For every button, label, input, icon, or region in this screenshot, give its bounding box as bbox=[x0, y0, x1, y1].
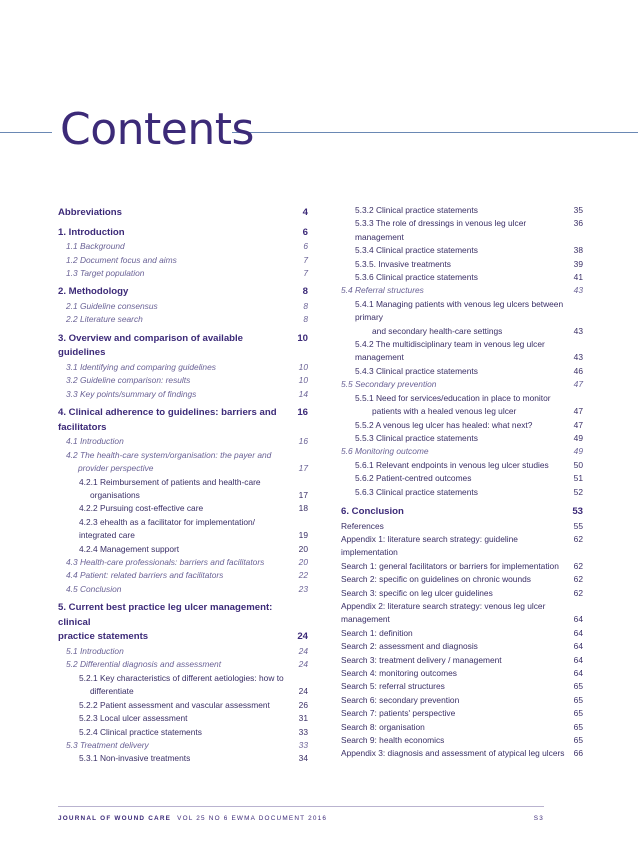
toc-entry-page: 22 bbox=[298, 570, 308, 581]
toc-entry-label: 1.3 Target population bbox=[66, 268, 145, 278]
toc-entry bbox=[341, 627, 583, 640]
toc-entry bbox=[341, 560, 583, 573]
toc-entry-page: 41 bbox=[573, 272, 583, 283]
toc-entry-label: 5.3.2 Clinical practice statements bbox=[355, 205, 478, 215]
title-rule-left bbox=[0, 132, 52, 133]
toc-entry bbox=[341, 694, 583, 707]
toc-entry-page: 10 bbox=[297, 332, 308, 344]
contents-column-right bbox=[341, 204, 583, 761]
toc-entry-page: 65 bbox=[573, 721, 583, 732]
toc-entry-label: 5.6 Monitoring outcome bbox=[341, 446, 429, 457]
toc-entry-label: management bbox=[341, 614, 390, 625]
toc-entry bbox=[58, 285, 308, 300]
page-title: Contents bbox=[60, 104, 254, 155]
toc-entry-page: 19 bbox=[298, 530, 308, 541]
toc-entry bbox=[341, 445, 583, 458]
toc-entry bbox=[58, 556, 308, 569]
toc-entry-label: 5.5.1 Need for services/education in place to monitor bbox=[355, 392, 551, 403]
toc-entry bbox=[341, 667, 583, 680]
toc-entry-page: 23 bbox=[298, 583, 308, 594]
toc-entry-label: 5.2.4 Clinical practice statements bbox=[79, 726, 202, 737]
toc-entry-page: 8 bbox=[303, 301, 308, 311]
toc-entry-label: 4.5 Conclusion bbox=[66, 583, 122, 594]
toc-entry-label: organisations bbox=[90, 490, 140, 501]
toc-entry bbox=[341, 587, 583, 600]
toc-entry bbox=[341, 486, 583, 499]
toc-entry-page: 65 bbox=[573, 694, 583, 705]
toc-entry bbox=[58, 300, 308, 313]
toc-entry-label: Search 8: organisation bbox=[341, 721, 425, 732]
toc-entry-page: 8 bbox=[303, 314, 308, 325]
toc-entry-page: 43 bbox=[573, 352, 583, 363]
toc-entry-page: 16 bbox=[298, 436, 308, 447]
toc-entry-page: 7 bbox=[303, 268, 308, 278]
toc-entry-label: 5.3.4 Clinical practice statements bbox=[355, 245, 478, 256]
toc-entry bbox=[58, 388, 308, 401]
toc-entry bbox=[58, 739, 308, 752]
toc-entry bbox=[58, 254, 308, 267]
toc-entry-page: 65 bbox=[573, 681, 583, 692]
toc-entry bbox=[58, 240, 308, 253]
toc-entry-page: 24 bbox=[298, 659, 308, 670]
toc-entry-page: 64 bbox=[573, 668, 583, 678]
toc-entry bbox=[341, 520, 583, 533]
toc-entry-label: integrated care bbox=[79, 530, 135, 541]
toc-entry-label: patients with a healed venous leg ulcer bbox=[372, 406, 517, 417]
toc-entry-label: 5.2 Differential diagnosis and assessment bbox=[66, 659, 222, 670]
toc-entry-page: 33 bbox=[298, 726, 308, 737]
toc-entry-page: 39 bbox=[573, 258, 583, 269]
toc-entry-label: 2. Methodology bbox=[58, 286, 129, 298]
toc-entry-label: 5.5.3 Clinical practice statements bbox=[355, 432, 478, 443]
toc-entry-label: Appendix 2: literature search strategy: venous leg ulcer bbox=[341, 600, 546, 611]
toc-entry-page: 64 bbox=[573, 641, 583, 652]
toc-entry bbox=[58, 516, 308, 529]
toc-entry-page: 49 bbox=[573, 432, 583, 443]
toc-entry bbox=[58, 361, 308, 374]
toc-entry-page: 10 bbox=[298, 375, 308, 386]
toc-entry-page: 62 bbox=[573, 587, 583, 598]
toc-entry-label: 5.3.6 Clinical practice statements bbox=[355, 272, 478, 283]
toc-entry-page: 7 bbox=[303, 254, 308, 265]
toc-entry bbox=[58, 672, 308, 685]
toc-entry-page: 47 bbox=[573, 406, 583, 417]
toc-entry bbox=[58, 645, 308, 658]
toc-entry-label: 4.2 The health-care system/organisation: the payer and bbox=[66, 449, 272, 460]
toc-entry bbox=[58, 658, 308, 671]
toc-entry bbox=[341, 573, 583, 586]
toc-entry bbox=[58, 406, 308, 435]
toc-entry-label: 2.1 Guideline consensus bbox=[66, 301, 158, 311]
toc-entry-page: 6 bbox=[302, 226, 308, 238]
toc-entry-label: References bbox=[341, 520, 384, 531]
toc-entry bbox=[341, 734, 583, 747]
toc-entry bbox=[341, 338, 583, 351]
toc-entry-label: and secondary health-care settings bbox=[372, 325, 503, 336]
toc-entry bbox=[341, 298, 583, 325]
toc-entry-page: 20 bbox=[298, 543, 308, 554]
toc-entry-page: 51 bbox=[573, 473, 583, 484]
toc-entry-label: 4.2.2 Pursuing cost-effective care bbox=[79, 503, 204, 514]
toc-entry-label: 5.6.1 Relevant endpoints in venous leg ulcer studies bbox=[355, 459, 549, 470]
toc-entry bbox=[58, 543, 308, 556]
toc-entry-page: 64 bbox=[573, 627, 583, 638]
toc-entry-label: 5.5.2 A venous leg ulcer has healed: what next? bbox=[355, 419, 533, 430]
toc-entry-label: 4.1 Introduction bbox=[66, 436, 124, 447]
toc-entry bbox=[58, 462, 308, 475]
toc-entry bbox=[58, 374, 308, 387]
toc-entry-page: 36 bbox=[573, 218, 583, 229]
toc-entry-page: 47 bbox=[573, 419, 583, 430]
toc-entry-page: 50 bbox=[573, 459, 583, 470]
toc-entry-label: 1.2 Document focus and aims bbox=[66, 254, 177, 265]
toc-entry bbox=[341, 365, 583, 378]
toc-entry-label: differentiate bbox=[90, 686, 134, 697]
toc-entry-page: 43 bbox=[573, 285, 583, 296]
toc-entry bbox=[58, 332, 308, 361]
toc-entry bbox=[58, 476, 308, 489]
toc-entry-label: Search 4: monitoring outcomes bbox=[341, 668, 457, 678]
toc-entry bbox=[58, 449, 308, 462]
toc-entry-label: 5. Current best practice leg ulcer management: clinical bbox=[58, 602, 273, 628]
toc-entry-label: 5.3.5. Invasive treatments bbox=[355, 258, 451, 269]
toc-entry-label: 2.2 Literature search bbox=[66, 314, 143, 325]
toc-entry-label: practice statements bbox=[58, 631, 149, 643]
toc-entry bbox=[58, 601, 308, 630]
toc-entry bbox=[341, 217, 583, 244]
toc-entry-label: 5.6.2 Patient-centred outcomes bbox=[355, 473, 472, 484]
page-number: S3 bbox=[533, 815, 544, 822]
toc-entry-page: 62 bbox=[573, 574, 583, 585]
toc-entry-label: Search 2: specific on guidelines on chronic wounds bbox=[341, 574, 531, 585]
toc-entry-page: 17 bbox=[298, 490, 308, 501]
toc-entry bbox=[341, 721, 583, 734]
toc-entry-page: 35 bbox=[573, 205, 583, 215]
toc-entry-label: 3. Overview and comparison of available guidelines bbox=[58, 332, 244, 359]
toc-entry-page: 33 bbox=[298, 739, 308, 750]
toc-entry bbox=[58, 502, 308, 515]
toc-entry-label: 3.1 Identifying and comparing guidelines bbox=[66, 362, 216, 372]
toc-entry-page: 24 bbox=[298, 686, 308, 697]
toc-entry-page: 17 bbox=[298, 463, 308, 474]
toc-entry-label: provider perspective bbox=[78, 463, 154, 474]
toc-entry-page: 18 bbox=[298, 503, 308, 514]
toc-entry-page: 64 bbox=[573, 654, 583, 665]
toc-entry-page: 65 bbox=[573, 708, 583, 719]
footer-rule bbox=[58, 806, 544, 807]
toc-entry-label: 3.2 Guideline comparison: results bbox=[66, 375, 191, 386]
toc-entry-label: Appendix 3: diagnosis and assessment of atypical leg ulcers bbox=[341, 748, 565, 759]
toc-entry bbox=[341, 258, 583, 271]
toc-entry bbox=[341, 600, 583, 613]
toc-entry-page: 24 bbox=[298, 646, 308, 657]
toc-entry-page: 24 bbox=[297, 631, 308, 643]
toc-entry-label: 4.2.4 Management support bbox=[79, 543, 180, 554]
toc-entry-page: 55 bbox=[573, 520, 583, 531]
toc-entry-page: 31 bbox=[298, 713, 308, 724]
toc-entry-label: Search 6: secondary prevention bbox=[341, 694, 460, 705]
toc-entry bbox=[341, 325, 583, 338]
toc-entry-label: Search 3: specific on leg ulcer guidelines bbox=[341, 587, 493, 598]
toc-entry-page: 8 bbox=[302, 286, 308, 298]
toc-entry bbox=[341, 654, 583, 667]
toc-entry bbox=[341, 419, 583, 432]
toc-entry-page: 6 bbox=[303, 241, 308, 252]
toc-entry-page: 62 bbox=[573, 560, 583, 571]
toc-entry bbox=[341, 432, 583, 445]
journal-name: JOURNAL OF WOUND CARE bbox=[58, 815, 172, 822]
toc-entry bbox=[341, 204, 583, 217]
page-footer bbox=[58, 815, 544, 822]
toc-entry-page: 14 bbox=[298, 388, 308, 399]
toc-entry bbox=[58, 267, 308, 280]
contents-column-left bbox=[58, 200, 308, 766]
toc-entry-label: 4.2.1 Reimbursement of patients and health-care bbox=[79, 476, 261, 487]
toc-entry bbox=[58, 583, 308, 596]
toc-entry bbox=[58, 569, 308, 582]
toc-entry-label: 5.4.2 The multidisciplinary team in venous leg ulcer bbox=[355, 339, 545, 350]
toc-entry-label: Search 3: treatment delivery / management bbox=[341, 654, 502, 665]
toc-entry bbox=[58, 685, 308, 698]
toc-entry-page: 10 bbox=[298, 362, 308, 372]
toc-entry bbox=[341, 640, 583, 653]
toc-entry-page: 16 bbox=[297, 407, 308, 419]
toc-entry-label: Abbreviations bbox=[58, 207, 122, 218]
toc-entry bbox=[341, 271, 583, 284]
toc-entry-page: 4 bbox=[302, 207, 308, 218]
toc-entry-page: 64 bbox=[573, 614, 583, 625]
toc-entry bbox=[341, 244, 583, 257]
toc-entry-label: Search 9: health economics bbox=[341, 735, 445, 746]
toc-entry bbox=[58, 699, 308, 712]
toc-entry-label: 5.3.3 The role of dressings in venous leg ulcer management bbox=[355, 218, 527, 242]
toc-entry-page: 52 bbox=[573, 486, 583, 497]
toc-entry-label: 5.5 Secondary prevention bbox=[341, 379, 437, 390]
toc-entry bbox=[58, 726, 308, 739]
toc-entry bbox=[58, 313, 308, 326]
toc-entry-label: 5.6.3 Clinical practice statements bbox=[355, 486, 478, 497]
toc-entry-page: 65 bbox=[573, 735, 583, 746]
toc-entry-label: 5.2.1 Key characteristics of different aetiologies: how to bbox=[79, 672, 284, 683]
toc-entry-label: 5.1 Introduction bbox=[66, 646, 124, 657]
toc-entry bbox=[58, 226, 308, 241]
footer-citation bbox=[58, 815, 327, 822]
toc-entry-label: Appendix 1: literature search strategy: guideline implementation bbox=[341, 533, 518, 558]
toc-entry-label: 1. Introduction bbox=[58, 226, 125, 238]
toc-entry-label: 5.4 Referral structures bbox=[341, 285, 424, 296]
toc-entry bbox=[341, 378, 583, 391]
toc-entry-label: 5.4.3 Clinical practice statements bbox=[355, 365, 478, 376]
toc-entry bbox=[58, 630, 308, 645]
toc-entry bbox=[341, 680, 583, 693]
toc-entry-page: 66 bbox=[573, 748, 583, 759]
toc-entry bbox=[58, 529, 308, 542]
toc-entry-label: 4. Clinical adherence to guidelines: barriers and facilitators bbox=[58, 407, 277, 433]
toc-entry-label: 5.2.3 Local ulcer assessment bbox=[79, 713, 188, 724]
toc-entry-label: Search 5: referral structures bbox=[341, 681, 445, 692]
toc-entry-label: management bbox=[355, 352, 404, 363]
toc-entry bbox=[58, 752, 308, 765]
toc-entry-label: 4.2.3 ehealth as a facilitator for implementation/ bbox=[79, 516, 255, 527]
toc-entry-page: 47 bbox=[573, 379, 583, 390]
toc-entry bbox=[58, 712, 308, 725]
toc-entry bbox=[341, 459, 583, 472]
toc-entry-label: 5.2.2 Patient assessment and vascular assessment bbox=[79, 699, 270, 710]
toc-entry-label: 4.4 Patient: related barriers and facilitators bbox=[66, 570, 224, 581]
toc-entry bbox=[341, 284, 583, 297]
toc-entry-label: 5.3.1 Non-invasive treatments bbox=[79, 753, 191, 764]
toc-entry-label: 1.1 Background bbox=[66, 241, 125, 252]
toc-entry bbox=[58, 489, 308, 502]
toc-entry bbox=[341, 472, 583, 485]
toc-entry-label: 6. Conclusion bbox=[341, 505, 404, 517]
toc-entry-page: 26 bbox=[298, 699, 308, 710]
toc-entry-page: 49 bbox=[573, 446, 583, 457]
toc-entry-label: 4.3 Health-care professionals: barriers and facilitators bbox=[66, 557, 265, 568]
toc-entry-page: 43 bbox=[573, 325, 583, 336]
toc-entry-label: 3.3 Key points/summary of findings bbox=[66, 388, 197, 399]
toc-entry bbox=[341, 707, 583, 720]
toc-entry-page: 34 bbox=[298, 753, 308, 764]
issue-info: VOL 25 NO 6 EWMA DOCUMENT 2016 bbox=[177, 815, 328, 822]
toc-entry-label: Search 1: general facilitators or barriers for implementation bbox=[341, 560, 559, 571]
toc-entry bbox=[341, 613, 583, 626]
toc-entry bbox=[341, 405, 583, 418]
toc-entry-label: Search 2: assessment and diagnosis bbox=[341, 641, 478, 652]
toc-entry-page: 46 bbox=[573, 365, 583, 376]
toc-entry-label: Search 7: patients' perspective bbox=[341, 708, 456, 719]
toc-entry bbox=[341, 392, 583, 405]
toc-entry bbox=[341, 533, 583, 560]
toc-entry-label: 5.3 Treatment delivery bbox=[66, 739, 149, 750]
toc-entry-page: 62 bbox=[573, 533, 583, 544]
toc-entry-page: 20 bbox=[298, 557, 308, 568]
toc-entry bbox=[58, 435, 308, 448]
toc-entry-label: 5.4.1 Managing patients with venous leg ulcers between primary bbox=[355, 298, 564, 323]
toc-entry bbox=[341, 505, 583, 520]
toc-entry-label: Search 1: definition bbox=[341, 627, 413, 638]
toc-entry-page: 53 bbox=[572, 505, 583, 517]
toc-entry-page: 38 bbox=[573, 245, 583, 256]
toc-entry bbox=[341, 747, 583, 760]
toc-entry bbox=[341, 351, 583, 364]
toc-entry bbox=[58, 206, 308, 221]
title-rule-right bbox=[232, 132, 638, 133]
